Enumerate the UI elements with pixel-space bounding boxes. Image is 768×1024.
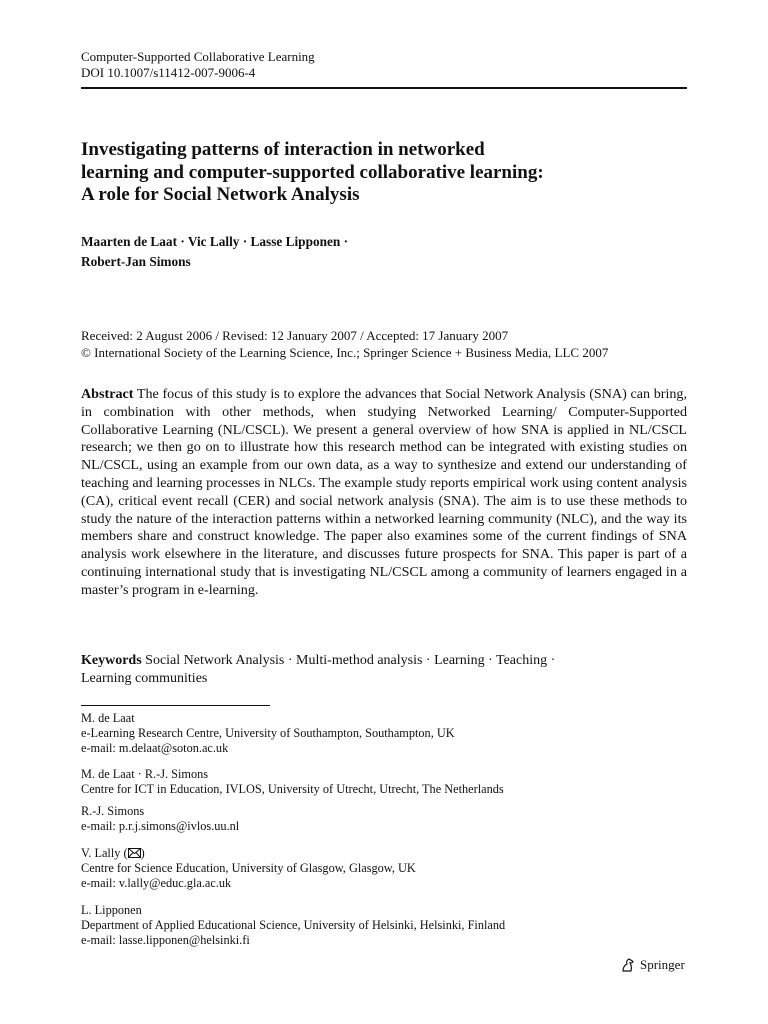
abstract bbox=[81, 386, 687, 600]
affiliation-institution: Department of Applied Educational Science, University of Helsinki, Helsinki, Finland bbox=[81, 918, 506, 932]
affiliation-name: L. Lipponen bbox=[81, 903, 142, 917]
author-list bbox=[81, 232, 687, 272]
title-line-3: A role for Social Network Analysis bbox=[81, 184, 360, 205]
keywords-line-2: Learning communities bbox=[81, 671, 208, 686]
affiliation-block bbox=[81, 903, 687, 948]
affiliation-name: M. de Laat · R.-J. Simons bbox=[81, 767, 209, 781]
header-rule bbox=[81, 87, 687, 89]
affiliation-email: e-mail: m.delaat@soton.ac.uk bbox=[81, 741, 229, 755]
affiliation-email: e-mail: p.r.j.simons@ivlos.uu.nl bbox=[81, 819, 240, 833]
affiliation-block bbox=[81, 804, 687, 834]
affiliation-institution: Centre for ICT in Education, IVLOS, University of Utrecht, Utrecht, The Netherlands bbox=[81, 782, 504, 796]
springer-horse-icon bbox=[620, 957, 636, 973]
affiliation-name: R.-J. Simons bbox=[81, 804, 145, 818]
journal-name: Computer-Supported Collaborative Learning bbox=[81, 49, 315, 64]
title-line-1: Investigating patterns of interaction in networked bbox=[81, 139, 485, 160]
keywords bbox=[81, 652, 687, 688]
affiliation-block bbox=[81, 767, 687, 797]
affiliation-email: e-mail: v.lally@educ.gla.ac.uk bbox=[81, 876, 232, 890]
journal-header bbox=[81, 49, 315, 81]
affiliation-name bbox=[81, 846, 687, 861]
paper-title bbox=[81, 139, 687, 207]
corresponding-author-paren: ) bbox=[140, 846, 145, 860]
journal-doi: DOI 10.1007/s11412-007-9006-4 bbox=[81, 65, 256, 80]
affiliation-email: e-mail: lasse.lipponen@helsinki.fi bbox=[81, 933, 250, 947]
abstract-label: Abstract bbox=[81, 386, 134, 402]
abstract-text: The focus of this study is to explore the advances that Social Network Analysis (SNA) can bring, in combination with other methods, when studying Networked Learning/ Computer-Supported Collaborative Learning (NL/CSCL). We present a general overview of how SNA is applied in NL/CSCL research; we then go on to illustrate how this research method can be integrated with existing studies on NL/CSCL, using an example from our own data, as a way to synthesize and extend our understanding of teaching and learning processes in NLCs. The example study reports empirical work using content analysis (CA), critical event recall (CER) and social network analysis (SNA). The aim is to use these methods to study the nature of the interaction patterns within a networked learning community (NLC), and the way its members share and construct knowledge. The paper also examines some of the current findings of SNA analysis work elsewhere in the literature, and discusses future prospects for SNA. This paper is part of a continuing international study that is investigating NL/CSCL among a community of learners engaged in a master’s program in e-learning. bbox=[81, 386, 687, 598]
title-line-2: learning and computer-supported collaborative learning: bbox=[81, 161, 544, 183]
keywords-label: Keywords bbox=[81, 653, 142, 668]
footnote-rule bbox=[81, 705, 270, 706]
affiliation-institution: e-Learning Research Centre, University of Southampton, Southampton, UK bbox=[81, 726, 455, 740]
affiliation-block bbox=[81, 846, 687, 891]
envelope-icon bbox=[128, 848, 141, 858]
authors-line-2: Robert-Jan Simons bbox=[81, 254, 191, 269]
keywords-line-1: Social Network Analysis · Multi-method analysis · Learning · Teaching · bbox=[145, 653, 556, 668]
affiliation-institution: Centre for Science Education, University of Glasgow, Glasgow, UK bbox=[81, 861, 416, 875]
publisher-logo bbox=[620, 957, 685, 973]
copyright-line bbox=[81, 344, 687, 361]
publication-history bbox=[81, 327, 687, 361]
authors-line-1: Maarten de Laat · Vic Lally · Lasse Lipponen · bbox=[81, 234, 349, 249]
publisher-name: Springer bbox=[640, 957, 685, 972]
copyright-icon: © bbox=[81, 345, 91, 360]
affiliation-name: M. de Laat bbox=[81, 711, 135, 725]
affiliation-block bbox=[81, 711, 687, 756]
copyright-text: International Society of the Learning Science, Inc.; Springer Science + Business Media, LLC 2007 bbox=[94, 345, 609, 360]
corresponding-author-name: V. Lally ( bbox=[81, 846, 128, 860]
history-dates: Received: 2 August 2006 / Revised: 12 January 2007 / Accepted: 17 January 2007 bbox=[81, 328, 509, 343]
